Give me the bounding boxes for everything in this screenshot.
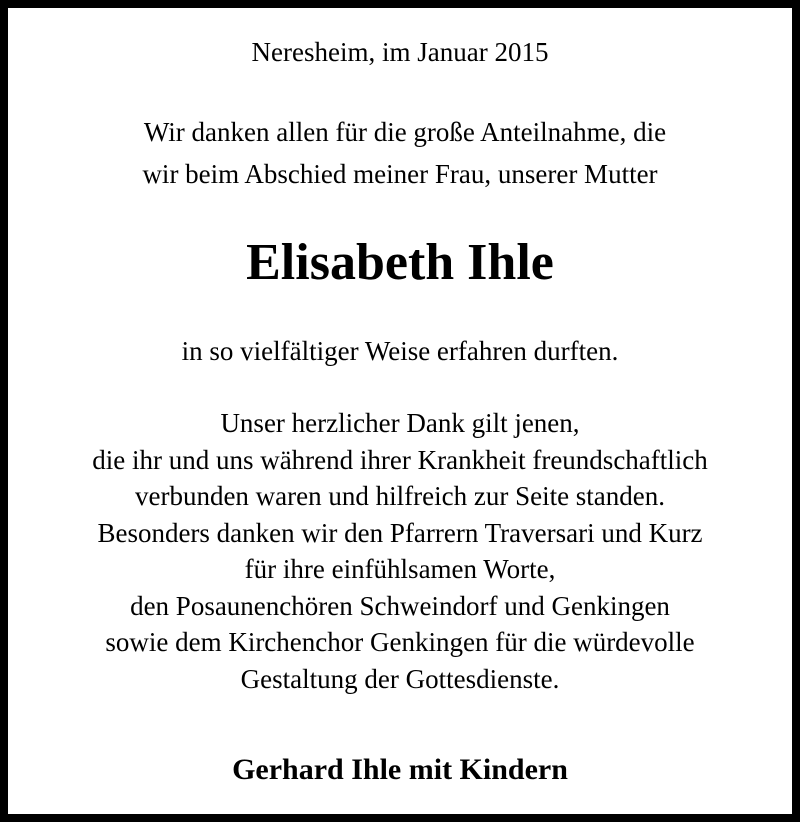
thanks-line: den Posaunenchören Schweindorf und Genkingen	[130, 590, 670, 621]
signature: Gerhard Ihle mit Kindern	[232, 753, 568, 786]
thanks-paragraph	[8, 405, 792, 697]
intro-line-2: wir beim Abschied meiner Frau, unserer Mutter	[142, 159, 658, 189]
thanks-line: die ihr und uns während ihrer Krankheit freundschaftlich	[92, 444, 708, 475]
thanks-line: Besonders danken wir den Pfarrern Traversari und Kurz	[97, 517, 703, 548]
after-name-line: in so vielfältiger Weise erfahren durften.	[181, 336, 619, 366]
place-date: Neresheim, im Januar 2015	[251, 37, 549, 67]
thanks-line: für ihre einfühlsamen Worte,	[244, 554, 556, 584]
thanks-line: verbunden waren und hilfreich zur Seite standen.	[134, 481, 666, 511]
thanks-line: sowie dem Kirchenchor Genkingen für die würdevolle	[105, 627, 695, 657]
intro-line-1: Wir danken allen für die große Anteilnahme, die	[143, 117, 667, 147]
thanks-line: Gestaltung der Gottesdienste.	[240, 663, 560, 694]
thanks-line: Unser herzlicher Dank gilt jenen,	[220, 408, 580, 438]
deceased-name: Elisabeth Ihle	[246, 234, 554, 291]
